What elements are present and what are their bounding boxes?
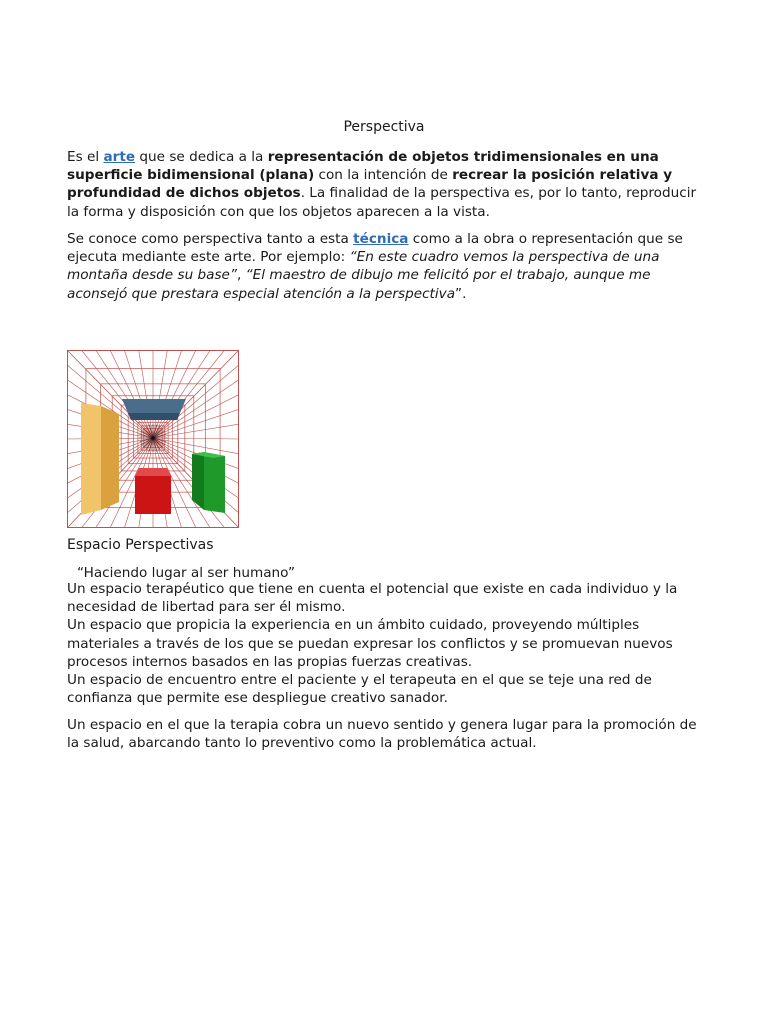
yellow-box-side: [101, 406, 119, 510]
section-heading: Espacio Perspectivas: [67, 537, 214, 553]
text-run: Es el: [67, 149, 104, 165]
blue-box-bottom: [128, 413, 180, 420]
text-run: . La finalidad de la perspectiva es, por lo tanto, reproducir la forma y disposición con que los objetos aparecen a la vista.: [67, 185, 697, 220]
vanishing-point: [151, 436, 155, 440]
green-box-side: [192, 452, 204, 510]
red-box-front: [135, 476, 171, 514]
tecnica-link[interactable]: técnica: [353, 231, 409, 247]
text-run: ,: [236, 267, 246, 284]
body-line: Un espacio terapéutico que tiene en cuenta el potencial que existe en cada individuo y la necesidad de libertad para ser él mismo.: [67, 581, 678, 616]
text-run: Se conoce como perspectiva tanto a esta: [67, 231, 354, 247]
red-box-top: [135, 468, 171, 476]
text-run: con la intención de: [314, 167, 453, 184]
section-body: [67, 580, 707, 707]
text-run: como a la obra o representación que se ejecuta mediante este arte. Por ejemplo:: [67, 231, 683, 266]
usage-paragraph: [67, 230, 707, 303]
body-line: Un espacio que propicia la experiencia en un ámbito cuidado, proveyendo múltiples materiales a través de los que se puedan expresar los conflictos y se promuevan nuevos procesos internos basados en las propias fuerzas creativas.: [67, 617, 673, 670]
bold-run: representación de objetos tridimensionales en una superficie bidimensional (plana): [67, 149, 659, 184]
yellow-box-front: [81, 403, 101, 515]
text-run: que se dedica a la: [135, 149, 268, 165]
body-line: Un espacio de encuentro entre el paciente y el terapeuta en el que se teje una red de confianza que permite ese despliegue creativo sanador.: [67, 672, 652, 707]
arte-link[interactable]: arte: [103, 149, 136, 165]
definition-paragraph: [67, 148, 707, 221]
motto: “Haciendo lugar al ser humano”: [77, 565, 296, 581]
green-box-front: [204, 452, 225, 513]
bold-run: recrear la posición relativa y profundidad de dichos objetos: [67, 167, 673, 202]
italic-run: “El maestro de dibujo me felicitó por el trabajo, aunque me aconsejó que prestara especial atención a la perspectiva: [67, 267, 651, 302]
perspective-illustration: [67, 350, 239, 528]
italic-run: “En este cuadro vemos la perspectiva de una montaña desde su base”: [67, 249, 660, 284]
blue-box-front: [122, 399, 186, 413]
text-run: ”.: [455, 285, 467, 302]
page-title: Perspectiva: [343, 119, 425, 135]
closing-paragraph: Un espacio en el que la terapia cobra un nuevo sentido y genera lugar para la promoción de la salud, abarcando tanto lo preventivo como la problemática actual.: [67, 717, 697, 752]
perspective-grid-drawing: [67, 350, 239, 528]
